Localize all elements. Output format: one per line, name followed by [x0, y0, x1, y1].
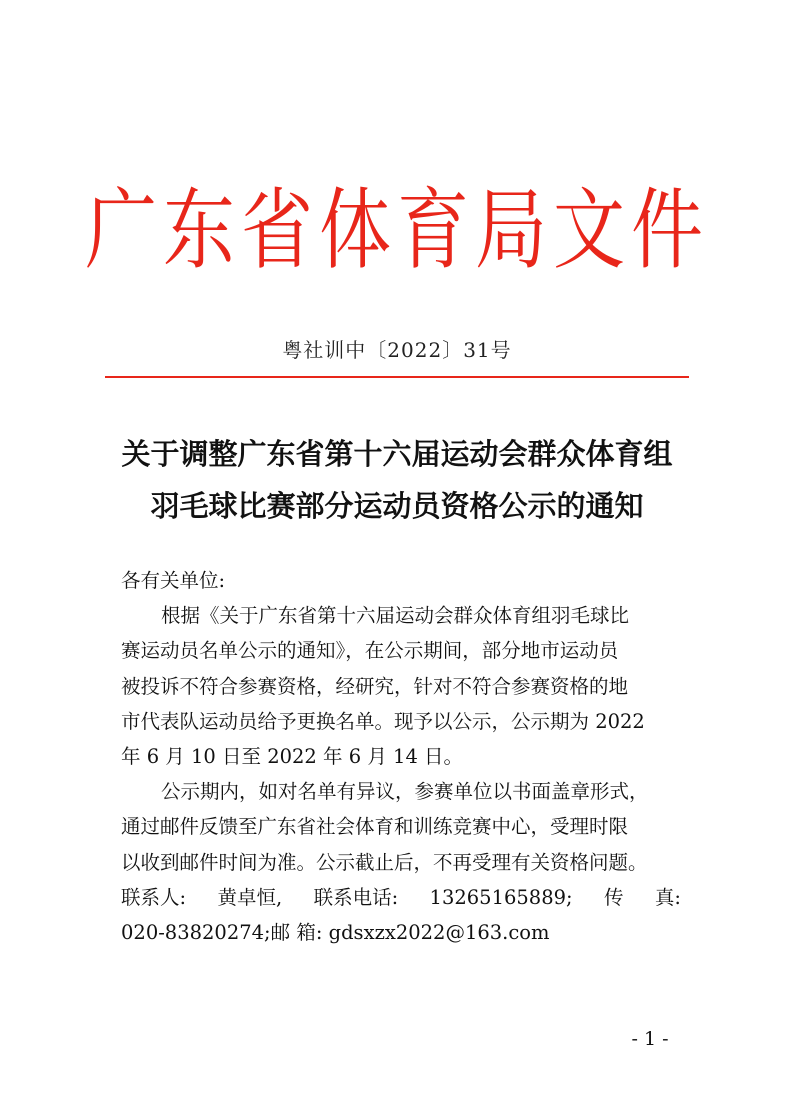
paragraph-1-line-4: 市代表队运动员给予更换名单。现予以公示，公示期为 2022: [121, 709, 645, 733]
notice-title: [0, 428, 794, 532]
paragraph-1-line-3: 被投诉不符合参赛资格，经研究，针对不符合参赛资格的地: [121, 674, 629, 698]
notice-title-line-1: 关于调整广东省第十六届运动会群众体育组: [121, 437, 673, 471]
contact-person-label: 联系人:: [121, 885, 187, 909]
paragraph-1-line-2: 赛运动员名单公示的通知》，在公示期间，部分地市运动员: [121, 639, 619, 663]
salutation: 各有关单位:: [121, 569, 226, 592]
contact-line-1: [121, 880, 681, 915]
page-number: - 1 -: [631, 1028, 669, 1050]
notice-title-line-2: 羽毛球比赛部分运动员资格公示的通知: [150, 489, 644, 523]
paragraph-1-line-1: 根据《关于广东省第十六届运动会群众体育组羽毛球比: [161, 604, 630, 628]
contact-phone-number: 13265165889;: [429, 885, 573, 909]
fax-label-part-1: 传: [603, 885, 624, 909]
masthead-title: 广东省体育局文件: [84, 178, 709, 282]
paragraph-1-line-5: 年 6 月 10 日至 2022 年 6 月 14 日。: [121, 744, 464, 768]
paragraph-2-line-2: 通过邮件反馈至广东省社会体育和训练竞赛中心，受理时限: [121, 815, 629, 839]
fax-label-part-2: 真:: [654, 885, 681, 909]
contact-phone-label: 联系电话:: [313, 885, 399, 909]
red-divider-line: [105, 376, 689, 378]
contact-person-name: 黄卓恒,: [217, 885, 283, 909]
notice-body: [121, 563, 681, 950]
paragraph-2-line-1: 公示期内，如对名单有异议，参赛单位以书面盖章形式，: [161, 780, 649, 804]
contact-line-2: 020-83820274;邮 箱: gdsxzx2022@163.com: [121, 920, 550, 944]
document-number: 粤社训中〔2022〕31号: [282, 338, 512, 362]
paragraph-2-line-3: 以收到邮件时间为准。公示截止后，不再受理有关资格问题。: [121, 850, 648, 874]
